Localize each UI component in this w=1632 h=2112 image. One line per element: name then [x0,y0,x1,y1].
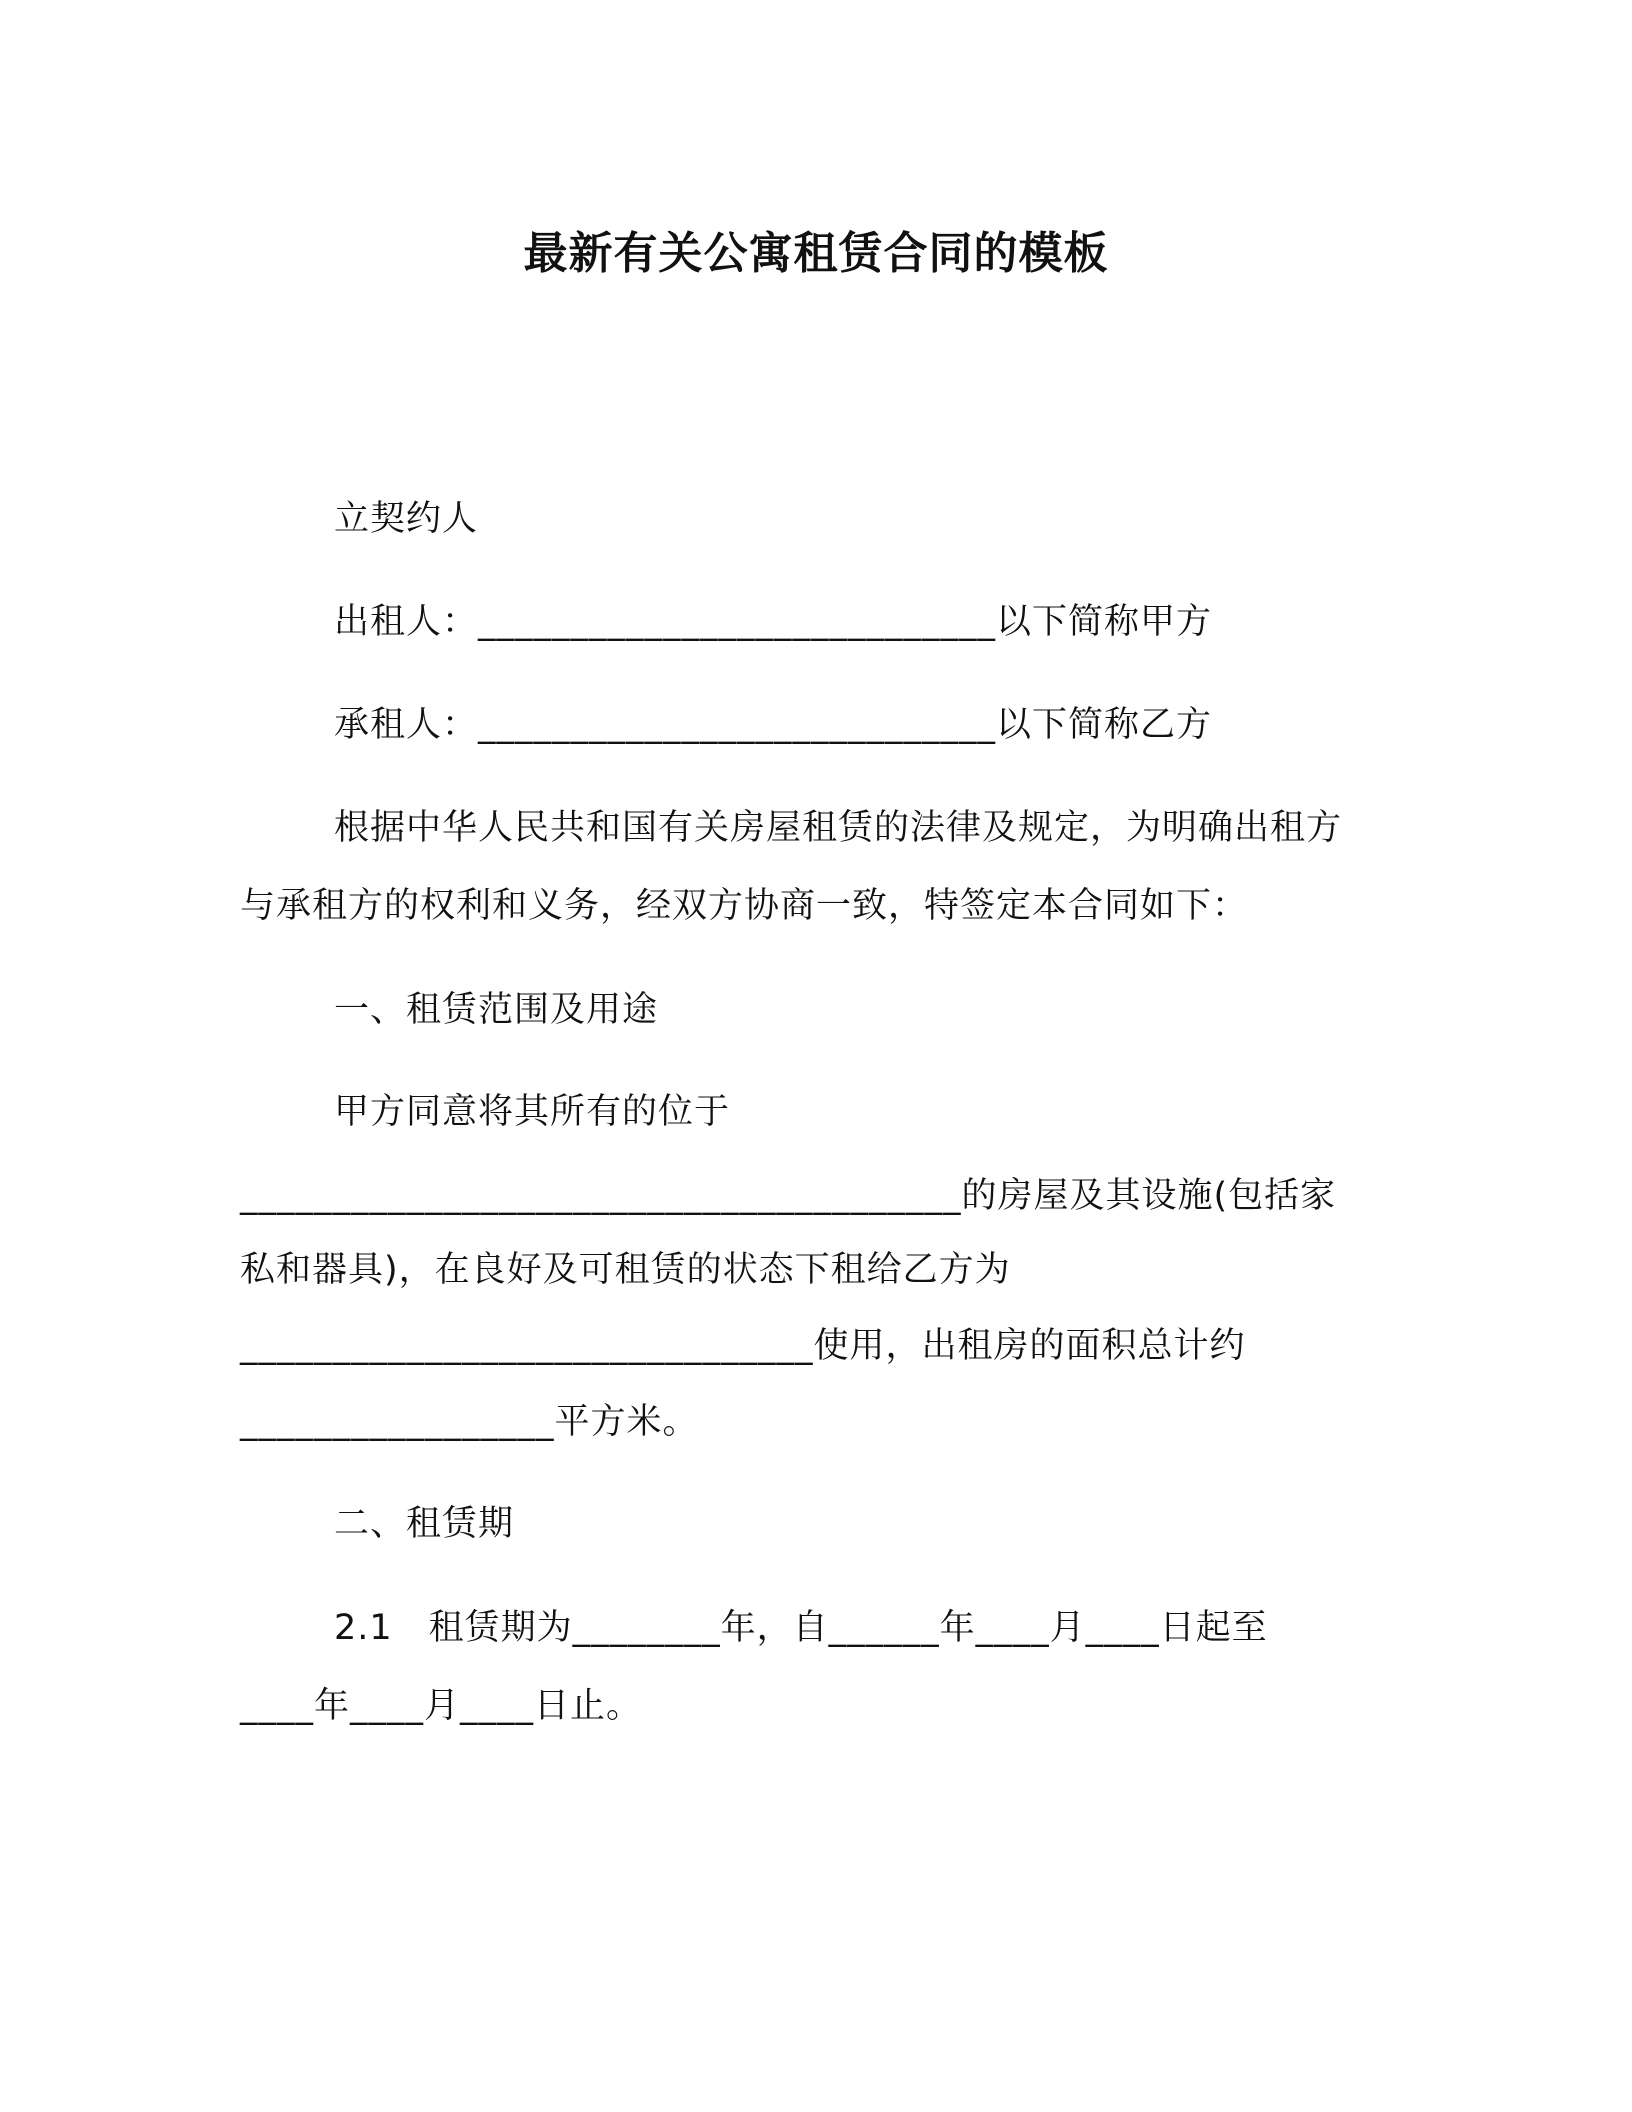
section-1-line-2: _______________________________________的房屋及其设施(包括家 [240,1176,1337,1216]
section-1-line-4: _______________________________使用，出租房的面积总计约 [240,1326,1246,1366]
preamble-line-2: 与承租方的权利和义务，经双方协商一致，特签定本合同如下： [240,886,1249,926]
lessee-line: 承租人：____________________________以下简称乙方 [334,705,1213,745]
document-title: 最新有关公寓租赁合同的模板 [523,228,1109,279]
section-1-line-3: 私和器具)，在良好及可租赁的状态下租给乙方为 [240,1250,1011,1290]
party-heading: 立契约人 [334,499,479,539]
lessor-line: 出租人：____________________________以下简称甲方 [334,602,1213,642]
preamble-line-1: 根据中华人民共和国有关房屋租赁的法律及规定，为明确出租方 [334,808,1343,848]
clause-2-1-line-1: 2.1 租赁期为________年，自______年____月____日起至 [334,1608,1268,1648]
section-1-line-1: 甲方同意将其所有的位于 [334,1092,731,1132]
clause-2-1-line-2: ____年____月____日止。 [240,1686,643,1726]
section-1-heading: 一、租赁范围及用途 [334,990,659,1030]
section-2-heading: 二、租赁期 [334,1504,515,1544]
section-1-line-5: _________________平方米。 [240,1402,699,1442]
